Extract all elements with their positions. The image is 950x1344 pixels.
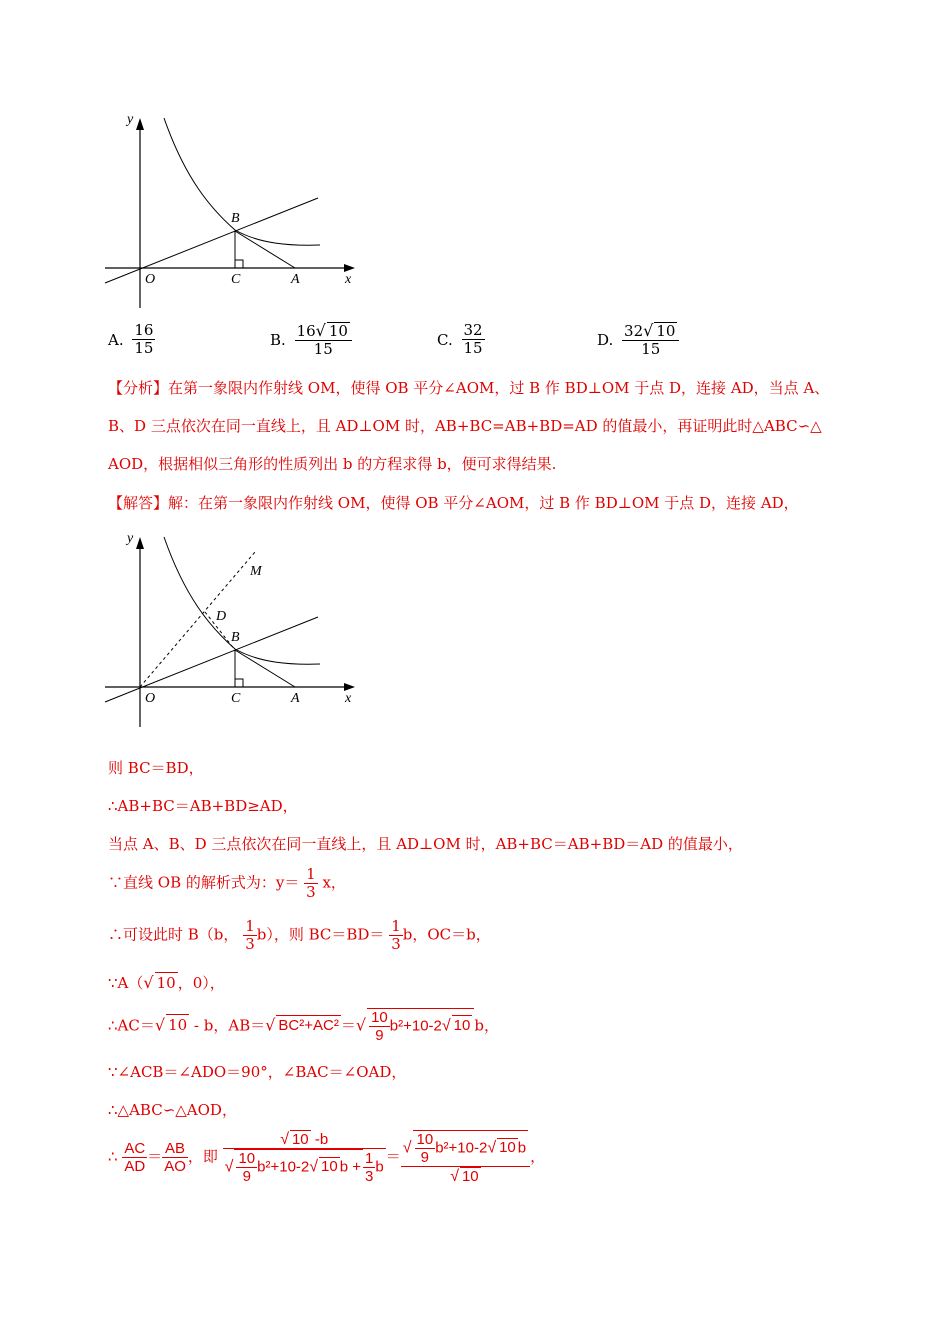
label-y: y: [127, 112, 134, 127]
step-7: ∴AC＝√ 10 - b，AB＝√ BC²+AC² ＝√ $\frac{10}{9}$ b²+10-2√ 10 b，: [108, 1009, 499, 1044]
answer-tag: 【解答】: [108, 494, 169, 512]
analysis-line-2: B、D 三点依次在同一直线上，且 AD⊥OM 时，AB+BC=AB+BD=AD 的值最小，再证明此时△ABC∽△: [108, 417, 822, 435]
step-4: ∵直线 OB 的解析式为：y＝ $\frac{1}{3}$ x，: [108, 865, 346, 901]
label-B-2: B: [231, 630, 240, 645]
label-M-2: M: [250, 564, 262, 579]
step-2: ∴AB+BC＝AB+BD≥AD，: [108, 797, 298, 815]
label-y-2: y: [127, 531, 134, 546]
figure-2-graph: [100, 527, 370, 727]
label-B: B: [231, 211, 240, 226]
figure-1-graph: [100, 108, 370, 308]
label-C: C: [231, 272, 241, 287]
label-O: O: [145, 272, 156, 287]
label-x-2: x: [345, 691, 352, 706]
step-10: ∴ $\frac{AC}{AD}$ ＝ $\frac{AB}{AO}$ ，即 √ 10 -b √ $\frac{10}{9}$ b²+10-2√ 10 b + $\frac{1}{3}$ b ＝ √ $\frac{10}{9}$ b²+10-2√ 10 b √ 10 ，: [108, 1131, 546, 1185]
step-5: ∴可设此时 B（b， $\frac{1}{3}$ b），则 BC＝BD＝ $\frac{1}{3}$ b，OC＝b，: [108, 917, 491, 953]
option-b[interactable]: B. $\frac{16√ 10}{15}$: [270, 322, 352, 358]
step-8: ∵∠ACB＝∠ADO＝90°，∠BAC＝∠OAD，: [108, 1063, 407, 1081]
analysis-line-3: AOD，根据相似三角形的性质列出 b 的方程求得 b，便可求得结果.: [108, 455, 557, 473]
answer-line-1: 【解答】解：在第一象限内作射线 OM，使得 OB 平分∠AOM，过 B 作 BD⊥OM 于点 D，连接 AD，: [108, 494, 799, 512]
analysis-line-1: 【分析】在第一象限内作射线 OM，使得 OB 平分∠AOM，过 B 作 BD⊥OM 于点 D，连接 AD，当点 A、: [108, 379, 830, 397]
step-3: 当点 A、B、D 三点依次在同一直线上，且 AD⊥OM 时，AB+BC＝AB+BD＝AD 的值最小，: [108, 835, 743, 853]
label-A-2: A: [291, 691, 300, 706]
step-1: 则 BC＝BD，: [108, 759, 204, 777]
label-O-2: O: [145, 691, 156, 706]
label-A: A: [291, 272, 300, 287]
label-C-2: C: [231, 691, 241, 706]
step-6: ∵A（√ 10 ，0），: [108, 973, 225, 992]
label-x: x: [345, 272, 352, 287]
label-D-2: D: [216, 609, 227, 624]
option-a[interactable]: A. $\frac{16}{15}$: [108, 321, 154, 357]
analysis-tag: 【分析】: [108, 379, 169, 397]
step-9: ∴△ABC∽△AOD，: [108, 1101, 237, 1119]
option-d[interactable]: D. $\frac{32√ 10}{15}$: [597, 322, 679, 358]
option-c[interactable]: C. $\frac{32}{15}$: [437, 321, 483, 357]
